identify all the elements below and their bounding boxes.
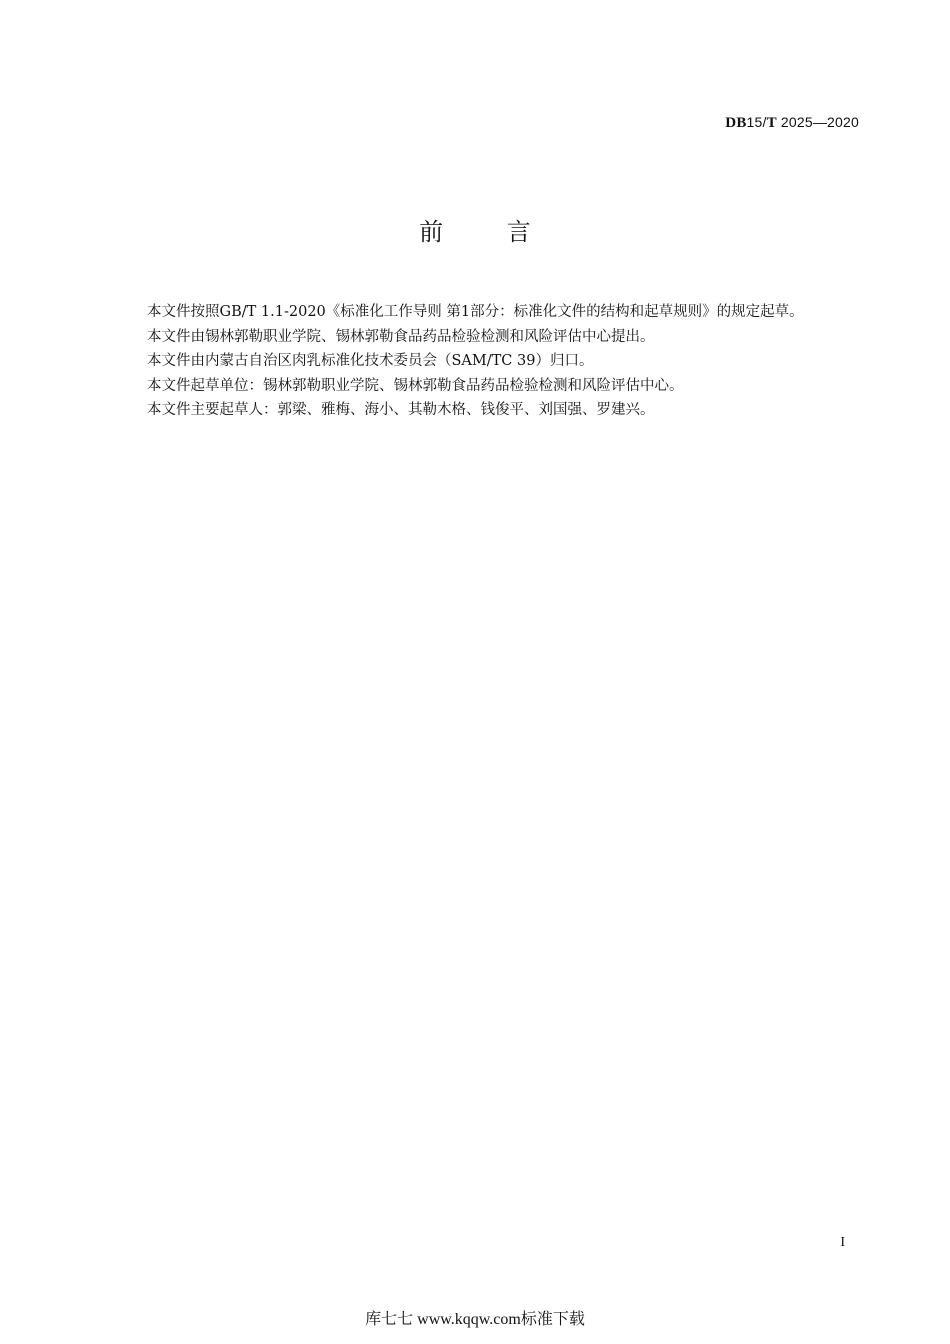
page-title: 前 言 xyxy=(419,218,559,246)
standard-code xyxy=(725,114,859,132)
paragraph-committee: 本文件由内蒙古自治区肉乳标准化技术委员会（SAM/TC 39）归口。 xyxy=(147,353,594,369)
paragraph-drafting-units: 本文件起草单位：锡林郭勒职业学院、锡林郭勒食品药品检验检测和风险评估中心。 xyxy=(147,377,684,394)
standard-number: 2025—2020 xyxy=(776,114,859,130)
paragraph-drafting-rule: 本文件按照GB/T 1.1-2020《标准化工作导则 第1部分：标准化文件的结构和起草规则》的规定起草。 xyxy=(147,304,804,320)
standard-t: T xyxy=(766,115,777,131)
standard-series: 15/ xyxy=(746,114,767,130)
foreword-body xyxy=(114,300,860,423)
standard-prefix: DB xyxy=(725,115,747,131)
paragraph-proposer: 本文件由锡林郭勒职业学院、锡林郭勒食品药品检验检测和风险评估中心提出。 xyxy=(147,328,655,345)
footer-watermark: 库七七 www.kqqw.com标准下载 xyxy=(365,1311,585,1328)
page-number: I xyxy=(840,1235,845,1250)
paragraph-drafters: 本文件主要起草人：郭梁、雅梅、海小、其勒木格、钱俊平、刘国强、罗建兴。 xyxy=(147,402,655,418)
